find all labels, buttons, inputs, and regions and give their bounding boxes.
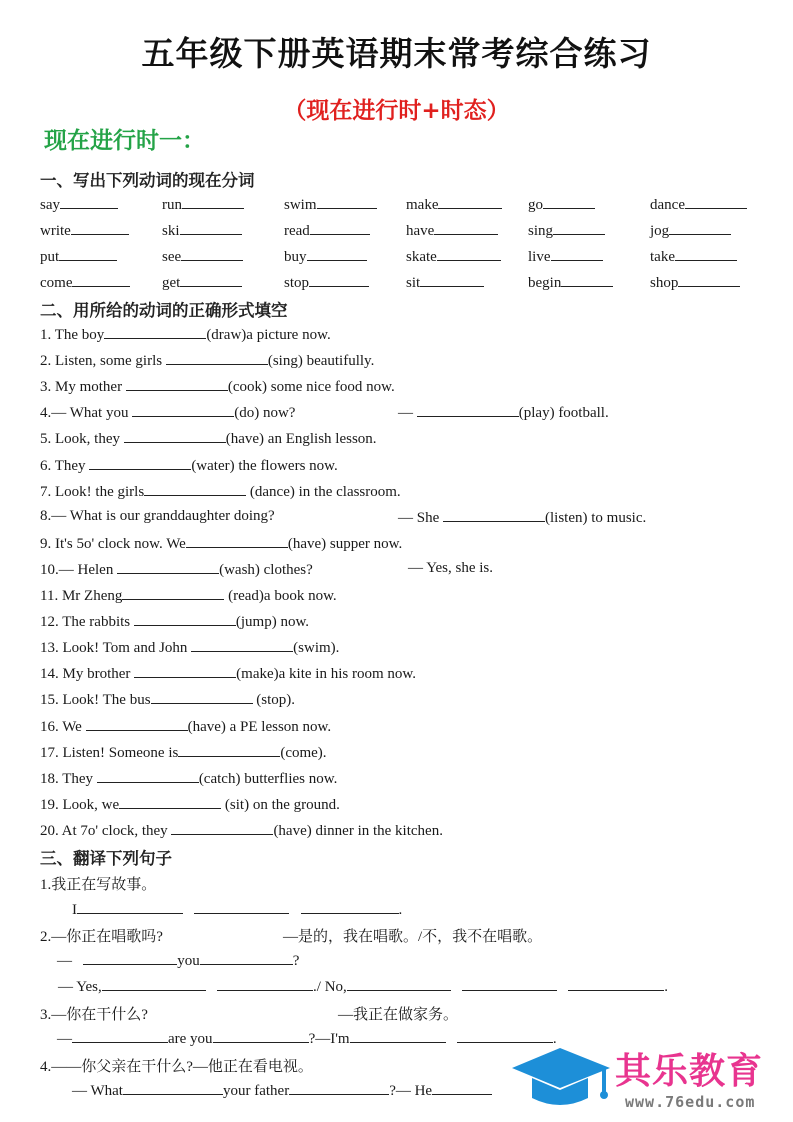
verb-word: take <box>650 249 675 265</box>
fill-blank-item <box>40 821 443 840</box>
item-text: (sit) on the ground. <box>221 796 340 813</box>
translate-a3-im: ?—I'm <box>308 1031 350 1047</box>
answer-blank[interactable] <box>310 221 370 235</box>
item-text: 5. Look, they <box>40 431 124 448</box>
verb-word: shop <box>650 275 679 291</box>
verb-word: come <box>40 275 73 291</box>
item-text: 7. Look! the girls <box>40 483 145 500</box>
verb-word: sit <box>406 275 421 291</box>
verb-item <box>406 247 501 266</box>
reply-text: (play) football. <box>518 405 609 422</box>
answer-blank[interactable] <box>317 195 377 209</box>
item-text: (come). <box>280 744 327 761</box>
answer-blank[interactable] <box>134 664 236 678</box>
answer-blank[interactable] <box>213 1029 309 1043</box>
part-heading: 现在进行时一： <box>44 128 205 154</box>
answer-blank[interactable] <box>102 977 206 991</box>
answer-blank[interactable] <box>217 977 313 991</box>
answer-blank[interactable] <box>181 247 243 261</box>
answer-blank[interactable] <box>432 1081 492 1095</box>
answer-blank[interactable] <box>151 690 253 704</box>
answer-blank[interactable] <box>417 403 519 417</box>
page-title: 五年级下册英语期末常考综合练习 <box>141 34 652 73</box>
verb-word: say <box>40 197 60 213</box>
translate-b2-no: ./ No, <box>313 979 347 995</box>
reply-text: (listen) to music. <box>545 509 647 526</box>
answer-blank[interactable] <box>191 638 293 652</box>
translate-a4-he: ?— He <box>389 1083 433 1099</box>
item-text: 8.— What is our granddaughter doing? <box>40 507 275 524</box>
answer-blank[interactable] <box>126 377 228 391</box>
answer-blank[interactable] <box>307 247 367 261</box>
translate-a4-what: — What <box>72 1083 123 1099</box>
verb-item <box>528 195 595 214</box>
item-text: 9. It's 5o' clock now. We <box>40 535 186 552</box>
item-text: (swim). <box>293 640 340 657</box>
verb-word: make <box>406 197 439 213</box>
verb-word: get <box>162 275 181 291</box>
item-text: (cook) some nice food now. <box>227 379 395 396</box>
reply-text: — She <box>398 509 443 526</box>
fill-blank-item <box>40 508 275 525</box>
answer-blank[interactable] <box>180 273 242 287</box>
answer-blank[interactable] <box>186 534 288 548</box>
translate-q2: 2.—你正在唱歌吗? <box>40 929 163 945</box>
item-text: 2. Listen, some girls <box>40 353 166 370</box>
item-text: 14. My brother <box>40 666 135 683</box>
item-text: (stop). <box>252 692 296 709</box>
answer-blank[interactable] <box>122 586 224 600</box>
verb-item <box>650 221 731 240</box>
answer-blank[interactable] <box>309 273 369 287</box>
verb-item <box>406 195 502 214</box>
item-text: (jump) now. <box>235 614 310 631</box>
verb-item <box>650 273 740 292</box>
verb-item <box>162 273 242 292</box>
fill-blank-item <box>40 482 401 501</box>
verb-word: live <box>528 249 551 265</box>
watermark-url: www.76edu.com <box>625 1093 756 1111</box>
answer-blank[interactable] <box>678 273 740 287</box>
fill-blank-item <box>40 612 309 631</box>
translate-a4-word: your father <box>222 1083 290 1099</box>
verb-item <box>162 195 244 214</box>
verb-item <box>650 247 737 266</box>
verb-item <box>406 273 484 292</box>
answer-blank[interactable] <box>438 195 502 209</box>
verb-word: have <box>406 223 435 239</box>
verb-word: begin <box>528 275 562 291</box>
verb-word: run <box>162 197 182 213</box>
verb-item <box>162 247 243 266</box>
item-text: (catch) butterflies now. <box>198 770 338 787</box>
item-text: 13. Look! Tom and John <box>40 640 192 657</box>
verb-word: go <box>528 197 543 213</box>
item-text: (have) supper now. <box>287 535 403 552</box>
translate-b2-yes: — Yes, <box>58 979 102 995</box>
period: . <box>552 1031 557 1047</box>
translate-a3 <box>57 1029 557 1048</box>
section3-heading: 三、翻译下列句子 <box>40 849 172 868</box>
answer-blank[interactable] <box>200 951 293 965</box>
verb-item <box>284 221 370 240</box>
fill-blank-item <box>40 690 295 709</box>
answer-blank[interactable] <box>77 900 183 914</box>
answer-blank[interactable] <box>301 900 399 914</box>
fill-blank-item <box>40 534 402 553</box>
item-text: (draw)a picture now. <box>206 327 331 343</box>
answer-blank[interactable] <box>180 221 242 235</box>
answer-blank[interactable] <box>420 273 484 287</box>
verb-word: put <box>40 249 60 265</box>
translate-a2 <box>57 951 299 970</box>
answer-blank[interactable] <box>124 429 226 443</box>
verb-word: write <box>40 223 71 239</box>
fill-blank-reply <box>398 403 609 422</box>
verb-word: buy <box>284 249 307 265</box>
answer-blank[interactable] <box>561 273 613 287</box>
fill-blank-reply <box>398 508 646 527</box>
answer-blank[interactable] <box>72 273 130 287</box>
verb-word: ski <box>162 223 180 239</box>
fill-blank-item <box>40 456 338 475</box>
item-text: (make)a kite in his room now. <box>236 666 416 683</box>
answer-blank[interactable] <box>434 221 498 235</box>
answer-blank[interactable] <box>178 743 280 757</box>
fill-blank-item <box>40 586 337 605</box>
answer-blank[interactable] <box>59 247 117 261</box>
verb-item <box>40 247 117 266</box>
answer-blank[interactable] <box>71 221 129 235</box>
fill-blank-item <box>40 795 340 814</box>
item-text: 19. Look, we <box>40 796 120 813</box>
fill-blank-item <box>40 560 313 579</box>
fill-blank-item <box>40 403 295 422</box>
answer-blank[interactable] <box>89 456 191 470</box>
translate-a3-word: are you <box>168 1031 213 1047</box>
translate-q3-reply: —我正在做家务。 <box>338 1007 459 1023</box>
dash: — <box>57 953 72 969</box>
item-text: (sing) beautifully. <box>267 353 375 370</box>
fill-blank-item <box>40 717 331 736</box>
translate-q2-reply: —是的，我在唱歌。/不，我不在唱歌。 <box>283 929 543 945</box>
section1-heading: 一、写出下列动词的现在分词 <box>40 171 255 190</box>
fill-blank-item <box>40 743 327 762</box>
item-text: 10.— Helen <box>40 561 118 578</box>
watermark-name: 其乐教育 <box>615 1051 764 1092</box>
answer-blank[interactable] <box>350 1029 446 1043</box>
fill-blank-item <box>40 769 337 788</box>
verb-item <box>162 221 242 240</box>
answer-blank[interactable] <box>685 195 747 209</box>
item-text: 17. Listen! Someone is <box>40 744 179 761</box>
item-text: 11. Mr Zheng <box>40 588 123 604</box>
item-text: (have) dinner in the kitchen. <box>273 822 443 839</box>
fill-blank-item <box>40 351 374 370</box>
verb-item <box>40 195 118 214</box>
translate-a1-word: I <box>72 902 77 918</box>
answer-blank[interactable] <box>437 247 501 261</box>
translate-a4 <box>72 1081 492 1100</box>
item-text: (wash) clothes? <box>219 561 313 578</box>
verb-item <box>528 221 605 240</box>
answer-blank[interactable] <box>134 612 236 626</box>
fill-blank-item <box>40 638 339 657</box>
item-text: (water) the flowers now. <box>191 457 338 474</box>
answer-blank[interactable] <box>117 560 219 574</box>
translate-q3: 3.—你在干什么? <box>40 1007 148 1023</box>
answer-blank[interactable] <box>123 1081 223 1095</box>
verb-item <box>528 273 613 292</box>
verb-word: stop <box>284 275 310 291</box>
verb-item <box>284 247 367 266</box>
answer-blank[interactable] <box>194 900 289 914</box>
answer-blank[interactable] <box>60 195 118 209</box>
item-text: 18. They <box>40 770 97 787</box>
answer-blank[interactable] <box>669 221 731 235</box>
page-subtitle: （现在进行时+时态） <box>283 98 510 124</box>
answer-blank[interactable] <box>144 482 246 496</box>
answer-blank[interactable] <box>568 977 664 991</box>
verb-item <box>284 273 369 292</box>
item-text: 6. They <box>40 457 90 474</box>
item-text: (dance) in the classroom. <box>246 483 401 500</box>
item-text: (have) a PE lesson now. <box>187 718 332 735</box>
answer-blank[interactable] <box>97 769 199 783</box>
verb-item <box>284 195 377 214</box>
translate-a2-word: you <box>177 953 200 969</box>
fill-blank-item <box>40 325 331 344</box>
item-text: 12. The rabbits <box>40 614 134 631</box>
answer-blank[interactable] <box>119 795 221 809</box>
verb-word: jog <box>650 223 670 239</box>
answer-blank[interactable] <box>347 977 451 991</box>
verb-item <box>40 273 130 292</box>
answer-blank[interactable] <box>289 1081 389 1095</box>
answer-blank[interactable] <box>83 951 177 965</box>
item-text: (read)a book now. <box>224 588 337 604</box>
fill-blank-reply <box>408 560 493 577</box>
question-mark: ? <box>292 953 300 969</box>
fill-blank-item <box>40 377 395 396</box>
verb-word: swim <box>284 197 317 213</box>
item-text: (do) now? <box>234 405 296 422</box>
translate-b2 <box>58 977 668 996</box>
item-text: 16. We <box>40 718 86 735</box>
answer-blank[interactable] <box>104 325 206 339</box>
answer-blank[interactable] <box>443 508 545 522</box>
translate-a1: I . <box>72 902 403 918</box>
verb-word: see <box>162 249 182 265</box>
answer-blank[interactable] <box>182 195 244 209</box>
translate-q4: 4.——你父亲在干什么?—他正在看电视。 <box>40 1059 313 1075</box>
fill-blank-item <box>40 429 377 448</box>
item-text: 20. At 7o' clock, they <box>40 822 172 839</box>
translate-q1: 1.我正在写故事。 <box>40 877 157 893</box>
answer-blank[interactable] <box>166 351 268 365</box>
verb-item <box>650 195 747 214</box>
verb-item <box>406 221 498 240</box>
answer-blank[interactable] <box>551 247 603 261</box>
item-text: 15. Look! The bus <box>40 692 151 709</box>
verb-word: skate <box>406 249 437 265</box>
section2-heading: 二、用所给的动词的正确形式填空 <box>40 301 288 320</box>
reply-text: — <box>398 405 417 422</box>
answer-blank[interactable] <box>86 717 188 731</box>
answer-blank[interactable] <box>462 977 557 991</box>
verb-word: sing <box>528 223 554 239</box>
fill-blank-item <box>40 664 416 683</box>
verb-item <box>40 221 129 240</box>
item-text: 3. My mother <box>40 379 126 396</box>
verb-word: read <box>284 223 310 239</box>
answer-blank[interactable] <box>543 195 595 209</box>
verb-word: dance <box>650 197 685 213</box>
answer-blank[interactable] <box>675 247 737 261</box>
answer-blank[interactable] <box>132 403 234 417</box>
answer-blank[interactable] <box>72 1029 168 1043</box>
verb-item <box>528 247 603 266</box>
item-text: 4.— What you <box>40 405 133 422</box>
answer-blank[interactable] <box>171 821 273 835</box>
reply-text: — Yes, she is. <box>408 559 494 576</box>
dash: — <box>57 1031 72 1047</box>
item-text: (have) an English lesson. <box>225 431 377 448</box>
answer-blank[interactable] <box>553 221 605 235</box>
item-text: 1. The boy <box>40 327 105 343</box>
period: . <box>664 979 669 995</box>
